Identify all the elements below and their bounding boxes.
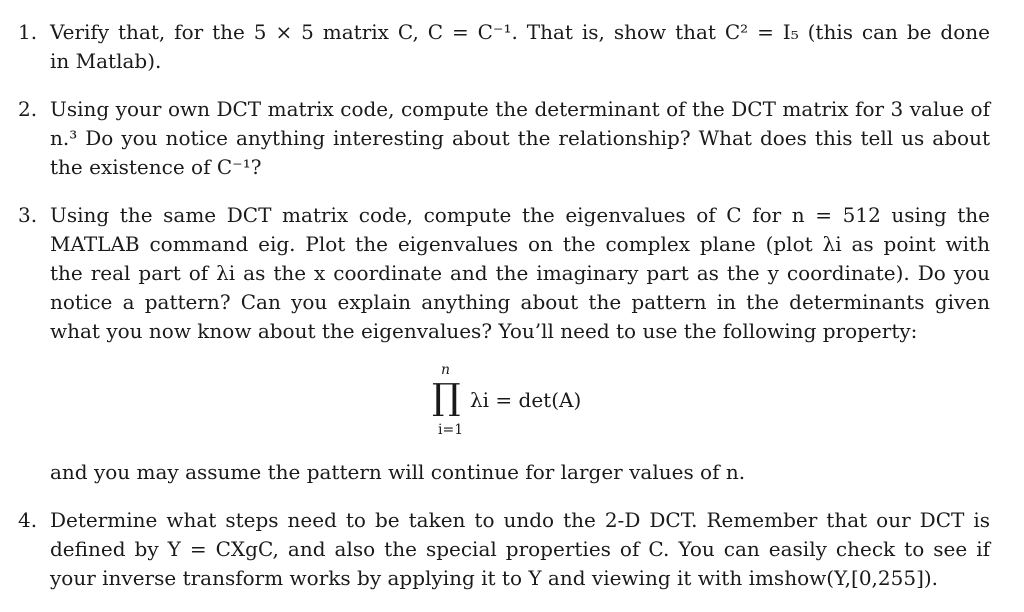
product-expression: λi = det(A) [470,388,582,412]
item-line: in Matlab). [50,49,162,73]
item-line: Using your own DCT matrix code, compute the determinant of the DCT matrix for 3 value of [50,97,990,121]
product-operator: ∏ [432,377,461,418]
item-number: 2. [18,97,38,121]
item-line: n.³ Do you notice anything interesting about the relationship? What does this tell us about [50,126,990,150]
item-body [50,506,990,593]
item-line: Verify that, for the 5 × 5 matrix C, C = C⁻¹. That is, show that C² = I₅ (this can be done [50,20,990,44]
item-body [50,201,990,346]
product-equation [0,362,1024,442]
item-line: what you now know about the eigenvalues? You’ll need to use the following property: [50,319,918,343]
item-line: MATLAB command eig. Plot the eigenvalues on the complex plane (plot λi as point with [50,232,990,256]
item-body [50,95,990,182]
item-line: and you may assume the pattern will continue for larger values of n. [50,460,746,484]
item-line: your inverse transform works by applying it to Y and viewing it with imshow(Y,[0,255]). [50,566,939,590]
item-line: the existence of C⁻¹? [50,155,262,179]
item-number: 4. [18,508,38,532]
item-line: Using the same DCT matrix code, compute the eigenvalues of C for n = 512 using the [50,203,990,227]
item-number: 1. [18,20,38,44]
product-lower-limit: i=1 [438,422,464,438]
item-body [50,458,990,487]
item-line: Determine what steps need to be taken to undo the 2-D DCT. Remember that our DCT is [50,508,990,532]
product-upper-limit: n [441,362,451,378]
item-body [50,18,990,76]
item-line: the real part of λi as the x coordinate and the imaginary part as the y coordinate). Do you [50,261,990,285]
item-line: defined by Y = CXgC, and also the special properties of C. You can easily check to see if [50,537,990,561]
item-number: 3. [18,203,38,227]
item-line: notice a pattern? Can you explain anything about the pattern in the determinants given [50,290,990,314]
